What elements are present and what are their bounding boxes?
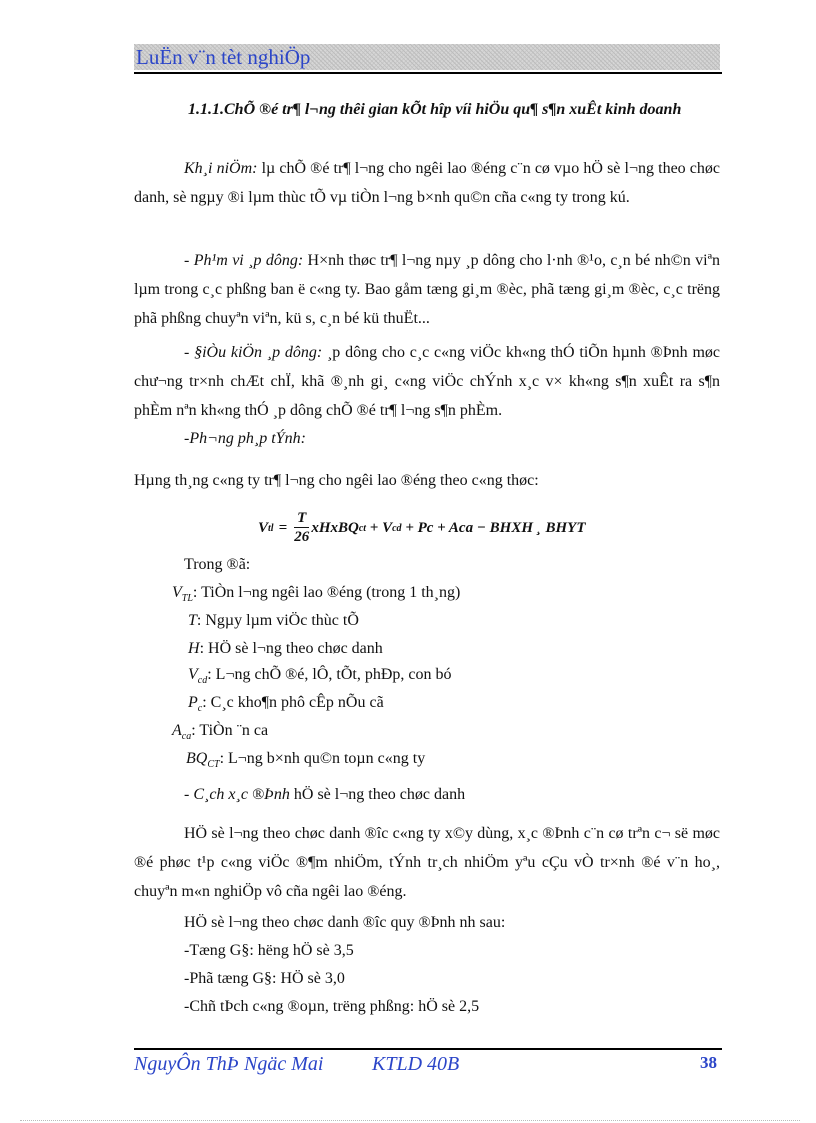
paragraph-conditions xyxy=(134,338,720,425)
formula-term1: xHxBQ xyxy=(311,519,359,536)
legend-text: : C¸c kho¶n phô cÊp nÕu cã xyxy=(202,694,384,711)
legend-symbol-sub: CT xyxy=(207,759,220,771)
legend-item xyxy=(188,666,452,686)
legend-symbol: P xyxy=(188,694,198,711)
legend-symbol: BQ xyxy=(186,750,208,767)
footer-class: KTLD 40B xyxy=(372,1053,460,1075)
method2-line xyxy=(184,786,465,804)
definition-text: lµ chÕ ®é tr¶ l¬ng cho ngêi lao ®éng c¨n cø vµo hÖ sè l¬ng theo chøc danh, sè ngµy ®i lµm thùc tÕ vµ tiÒn l¬ng b×nh qu©n cña c«ng ty trong kú. xyxy=(134,160,721,206)
method2-text: hÖ sè l¬ng theo chøc danh xyxy=(289,786,466,803)
footer-author: NguyÔn ThÞ Ngäc Mai xyxy=(134,1053,324,1075)
section-heading: 1.1.1.ChÕ ®é tr¶ l¬ng thêi gian kÕt hîp víi hiÖu qu¶ s¶n xuÊt kinh doanh xyxy=(188,101,682,118)
paragraph-definition xyxy=(134,154,720,212)
legend-symbol-sub: TL xyxy=(181,593,193,605)
page-bottom-border xyxy=(20,1120,800,1121)
formula-fraction xyxy=(294,510,309,546)
conditions-text: ¸p dông cho c¸c c«ng viÖc kh«ng thÓ tiÕn hµnh ®Þnh møc chư¬ng tr×nh chÆt chÏ, khã ®¸nh gi¸ c«ng viÖc chÝnh x¸c v× kh«ng s¶n xuÊt ra s¶n phÈm nªn kh«ng thÓ ¸p dông chÕ ®é tr¶ l¬ng s¶n phÈm. xyxy=(134,344,720,419)
coefficient-list-item: -Chñ tÞch c«ng ®oµn, trëng phßng: hÖ sè 2,5 xyxy=(184,998,480,1015)
legend-symbol: V xyxy=(188,666,198,683)
legend-item xyxy=(172,584,460,604)
legend-item xyxy=(186,750,425,770)
legend-text: : L¬ng b×nh qu©n toµn c«ng ty xyxy=(219,750,426,767)
legend-text: : Ngµy lµm viÖc thùc tÕ xyxy=(196,612,359,629)
legend-symbol-sub: c xyxy=(197,703,203,715)
legend-text: : HÖ sè l¬ng theo chøc danh xyxy=(199,640,383,657)
legend-item xyxy=(188,612,359,630)
paragraph-scope xyxy=(134,246,720,333)
legend-item xyxy=(188,694,384,714)
scope-label: - Ph¹m vi ¸p dông: xyxy=(184,252,304,269)
header-title: LuËn v¨n tèt nghiÖp xyxy=(136,45,311,69)
method-label xyxy=(184,430,306,448)
formula-term2-sub: cd xyxy=(392,522,402,534)
formula-term1-sub: ct xyxy=(358,522,367,534)
method2-label: C¸ch x¸c ®Þnh xyxy=(193,786,290,803)
salary-formula xyxy=(258,508,586,548)
definition-label: Kh¸i niÖm: xyxy=(184,160,258,177)
conditions-label: - §iÒu kiÖn ¸p dông: xyxy=(184,344,323,361)
footer-rule xyxy=(134,1048,722,1050)
paragraph-coefficient: HÖ sè l¬ng theo chøc danh ®îc c«ng ty x©y dùng, x¸c ®Þnh c¨n cø trªn c¬ së møc ®é phøc t¹p c«ng viÖc ®¶m nhiÖm, tÝnh tr¸ch nhiÖm yªu cÇu vÒ tr×nh ®é v¨n ho¸, chuyªn m«n nghiÖp vô cña ngêi lao ®éng. xyxy=(134,825,720,900)
coefficient-list-item: -Phã tæng G§: HÖ sè 3,0 xyxy=(184,970,345,987)
formula-denominator: 26 xyxy=(294,529,310,545)
legend-symbol: A xyxy=(172,722,182,739)
formula-intro: Hµng th¸ng c«ng ty tr¶ l¬ng cho ngêi lao ®éng theo c«ng thøc: xyxy=(134,472,539,489)
formula-lhs: V xyxy=(258,519,269,536)
legend-item xyxy=(188,640,383,658)
legend-item xyxy=(172,722,268,742)
legend-text: : TiÒn l¬ng ngêi lao ®éng (trong 1 th¸ng) xyxy=(192,584,461,601)
legend-symbol: V xyxy=(172,584,182,601)
formula-lhs-sub: tl xyxy=(268,522,274,534)
legend-intro: Trong ®ã: xyxy=(184,556,251,573)
legend-symbol: T xyxy=(188,612,197,629)
method2-prefix: - xyxy=(184,786,194,803)
formula-numerator: T xyxy=(294,510,309,528)
formula-eq: = xyxy=(278,519,288,536)
page-number: 38 xyxy=(700,1053,717,1072)
legend-symbol-sub: cd xyxy=(197,675,208,687)
formula-term2: + V xyxy=(366,519,393,536)
formula-tail: + Pc + Aca − BHXH ¸ BHYT xyxy=(401,519,586,536)
header-rule xyxy=(134,72,722,74)
coefficient-list-item: -Tæng G§: hëng hÖ sè 3,5 xyxy=(184,942,354,959)
legend-symbol: H xyxy=(188,640,200,657)
scope-text: H×nh thøc tr¶ l¬ng nµy ¸p dông cho l·nh ®¹o, c¸n bé nh©n viªn lµm trong c¸c phßng ban ë c«ng ty. Bao gåm tæng gi¸m ®èc, phã tæng gi¸m ®èc, c¸c trëng phã phßng chuyªn viªn, kü s, c¸n bé kü thuËt... xyxy=(134,252,720,327)
legend-symbol-sub: ca xyxy=(181,731,192,743)
legend-text: : L¬ng chÕ ®é, lÔ, tÕt, phÐp, con bó xyxy=(207,666,452,683)
legend-text: : TiÒn ¨n ca xyxy=(191,722,269,739)
method-label-text: -Ph¬ng ph¸p tÝnh: xyxy=(184,430,306,447)
coefficient-intro: HÖ sè l¬ng theo chøc danh ®îc quy ®Þnh nh sau: xyxy=(184,914,506,931)
